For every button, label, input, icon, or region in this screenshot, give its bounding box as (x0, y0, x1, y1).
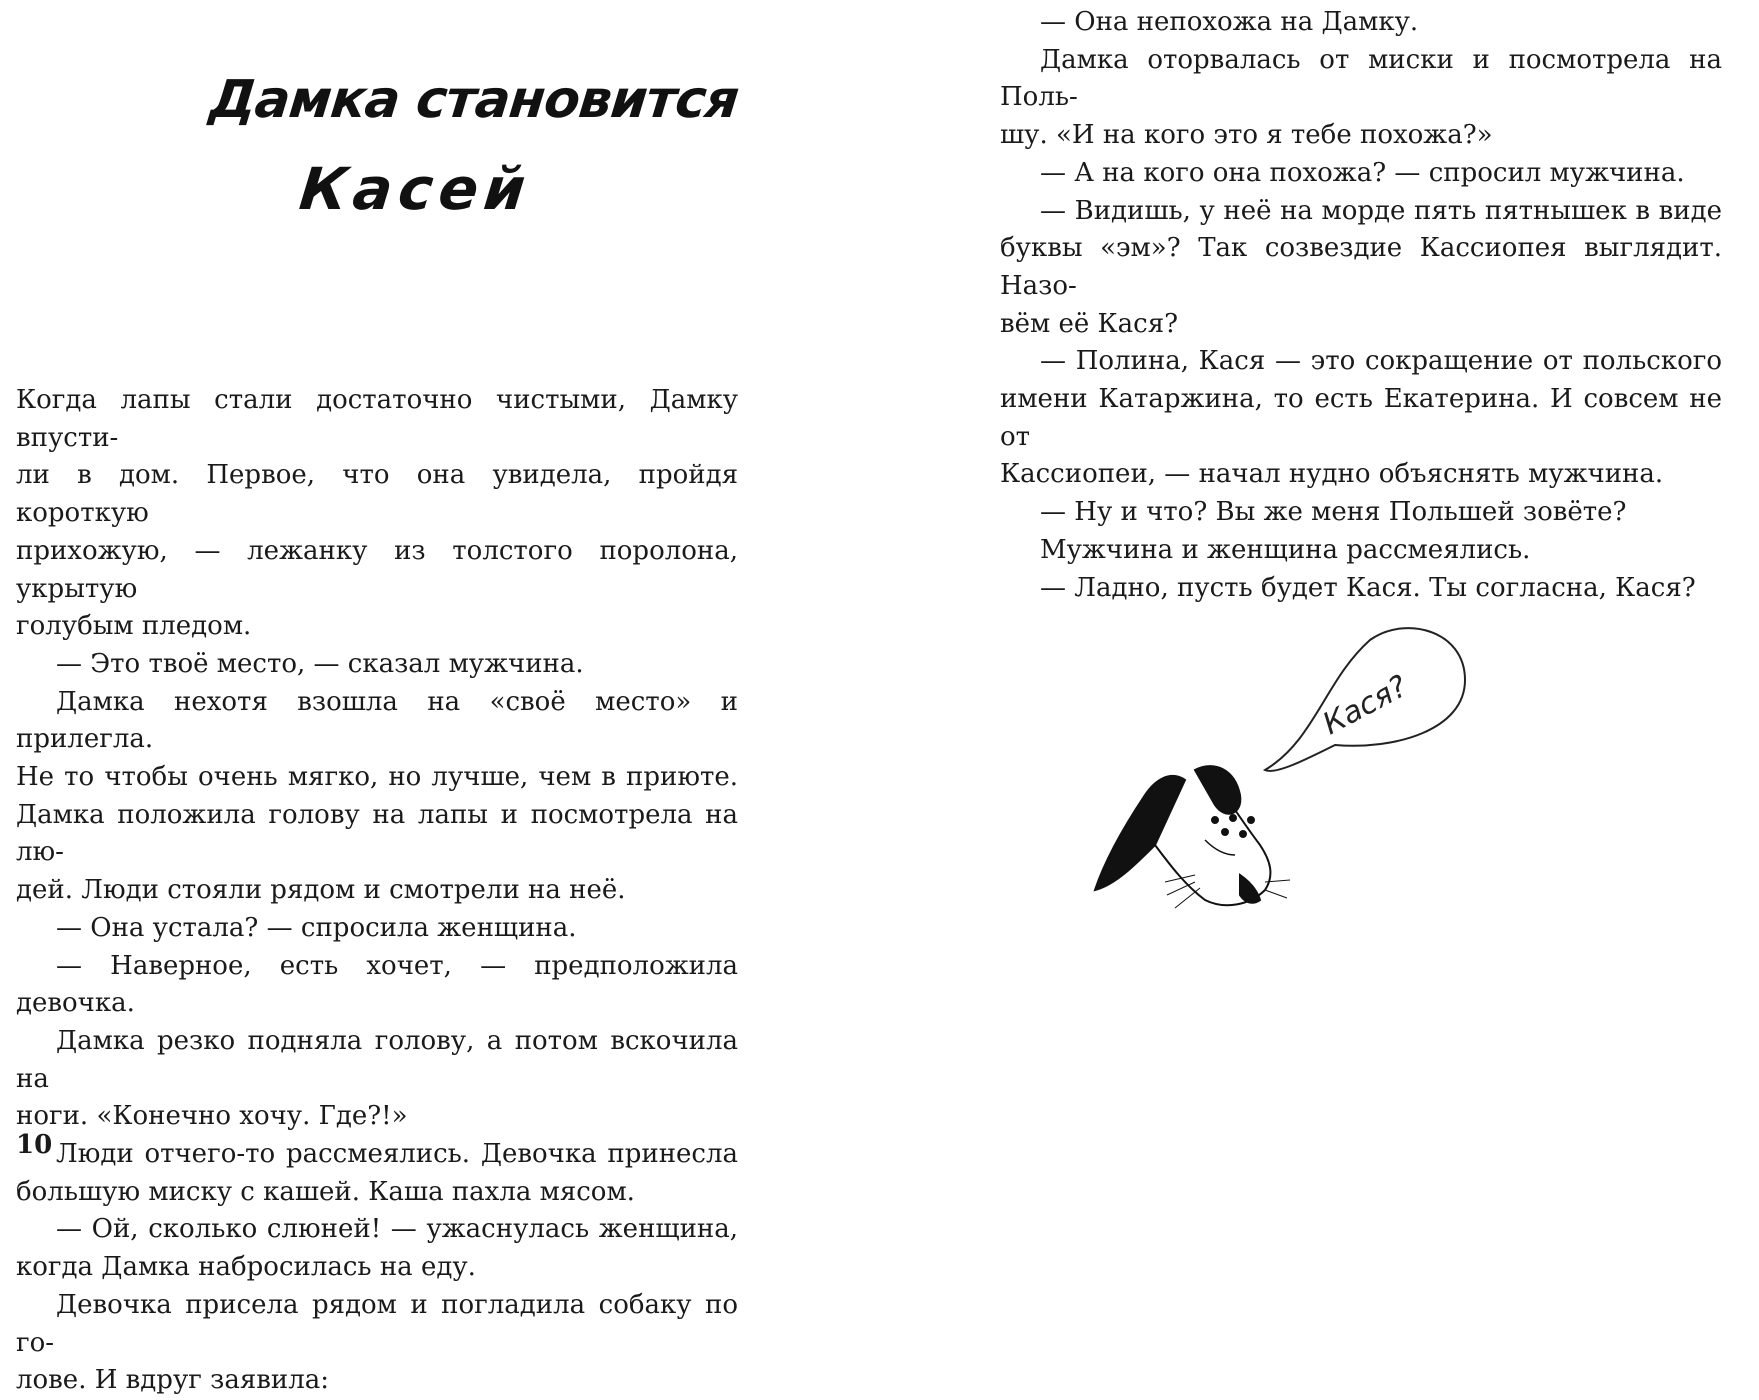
speech-bubble-text: Кася? (1317, 668, 1414, 743)
right-text-column (1000, 4, 1722, 607)
text-line: Люди отчего-то рассмеялись. Девочка принесла (56, 1139, 738, 1170)
page-number: 10 (16, 1130, 53, 1160)
text-line: голубым пледом. (16, 611, 252, 642)
chapter-title-line-2: Касей (296, 155, 535, 223)
text-line: Девочка присела рядом и погладила собаку по го- (16, 1289, 738, 1358)
text-line: дей. Люди стояли рядом и смотрели на неё. (16, 875, 626, 906)
text-line: лове. И вдруг заявила: (16, 1365, 329, 1396)
text-line: Дамка нехотя взошла на «своё место» и прилегла. (16, 686, 738, 755)
text-line: большую миску с кашей. Каша пахла мясом. (16, 1176, 635, 1207)
text-line: — Полина, Кася — это сокращение от польского (1040, 346, 1722, 377)
left-text-column (16, 382, 738, 1400)
text-line: прихожую, — лежанку из толстого поролона, укрытую (16, 535, 738, 604)
text-line: — Она устала? — спросила женщина. (56, 912, 577, 943)
dog-illustration (1075, 620, 1475, 940)
text-line: Дамка положила голову на лапы и посмотрела на лю- (16, 799, 738, 868)
text-line: буквы «эм»? Так созвездие Кассиопея выглядит. Назо- (1000, 233, 1722, 301)
text-line: Дамка резко подняла голову, а потом вскочила на (16, 1025, 738, 1094)
text-line: — Это твоё место, — сказал мужчина. (56, 648, 584, 679)
text-line: ли в дом. Первое, что она увидела, пройдя короткую (16, 460, 738, 529)
text-line: Мужчина и женщина рассмеялись. (1040, 534, 1531, 565)
text-line: имени Катаржина, то есть Екатерина. И совсем не от (1000, 384, 1722, 452)
text-line: — Ладно, пусть будет Кася. Ты согласна, Кася? (1040, 572, 1696, 603)
text-line: Не то чтобы очень мягко, но лучше, чем в приюте. (16, 762, 738, 793)
text-line: шу. «И на кого это я тебе похожа?» (1000, 120, 1493, 151)
text-line: — Наверное, есть хочет, — предположила девочка. (16, 950, 738, 1019)
text-line: — Видишь, у неё на морде пять пятнышек в виде (1040, 195, 1722, 226)
text-line: — Ой, сколько слюней! — ужаснулась женщина, (56, 1214, 738, 1245)
text-line: — А на кого она похожа? — спросил мужчина. (1040, 157, 1685, 188)
chapter-title (200, 60, 741, 250)
text-line: Дамка оторвалась от миски и посмотрела на Поль- (1000, 44, 1722, 113)
dog-head (1095, 766, 1290, 908)
text-line: Когда лапы стали достаточно чистыми, Дамку впусти- (16, 385, 738, 453)
text-line: вём её Кася? (1000, 308, 1179, 339)
chapter-title-line-1: Дамка становится (206, 70, 741, 130)
text-line: — Ну и что? Вы же меня Польшей зовёте? (1040, 497, 1627, 528)
text-line: — Она непохожа на Дамку. (1040, 7, 1419, 37)
text-line: ноги. «Конечно хочу. Где?!» (16, 1101, 408, 1132)
text-line: когда Дамка набросилась на еду. (16, 1252, 476, 1283)
text-line: Кассиопеи, — начал нудно объяснять мужчина. (1000, 459, 1664, 490)
